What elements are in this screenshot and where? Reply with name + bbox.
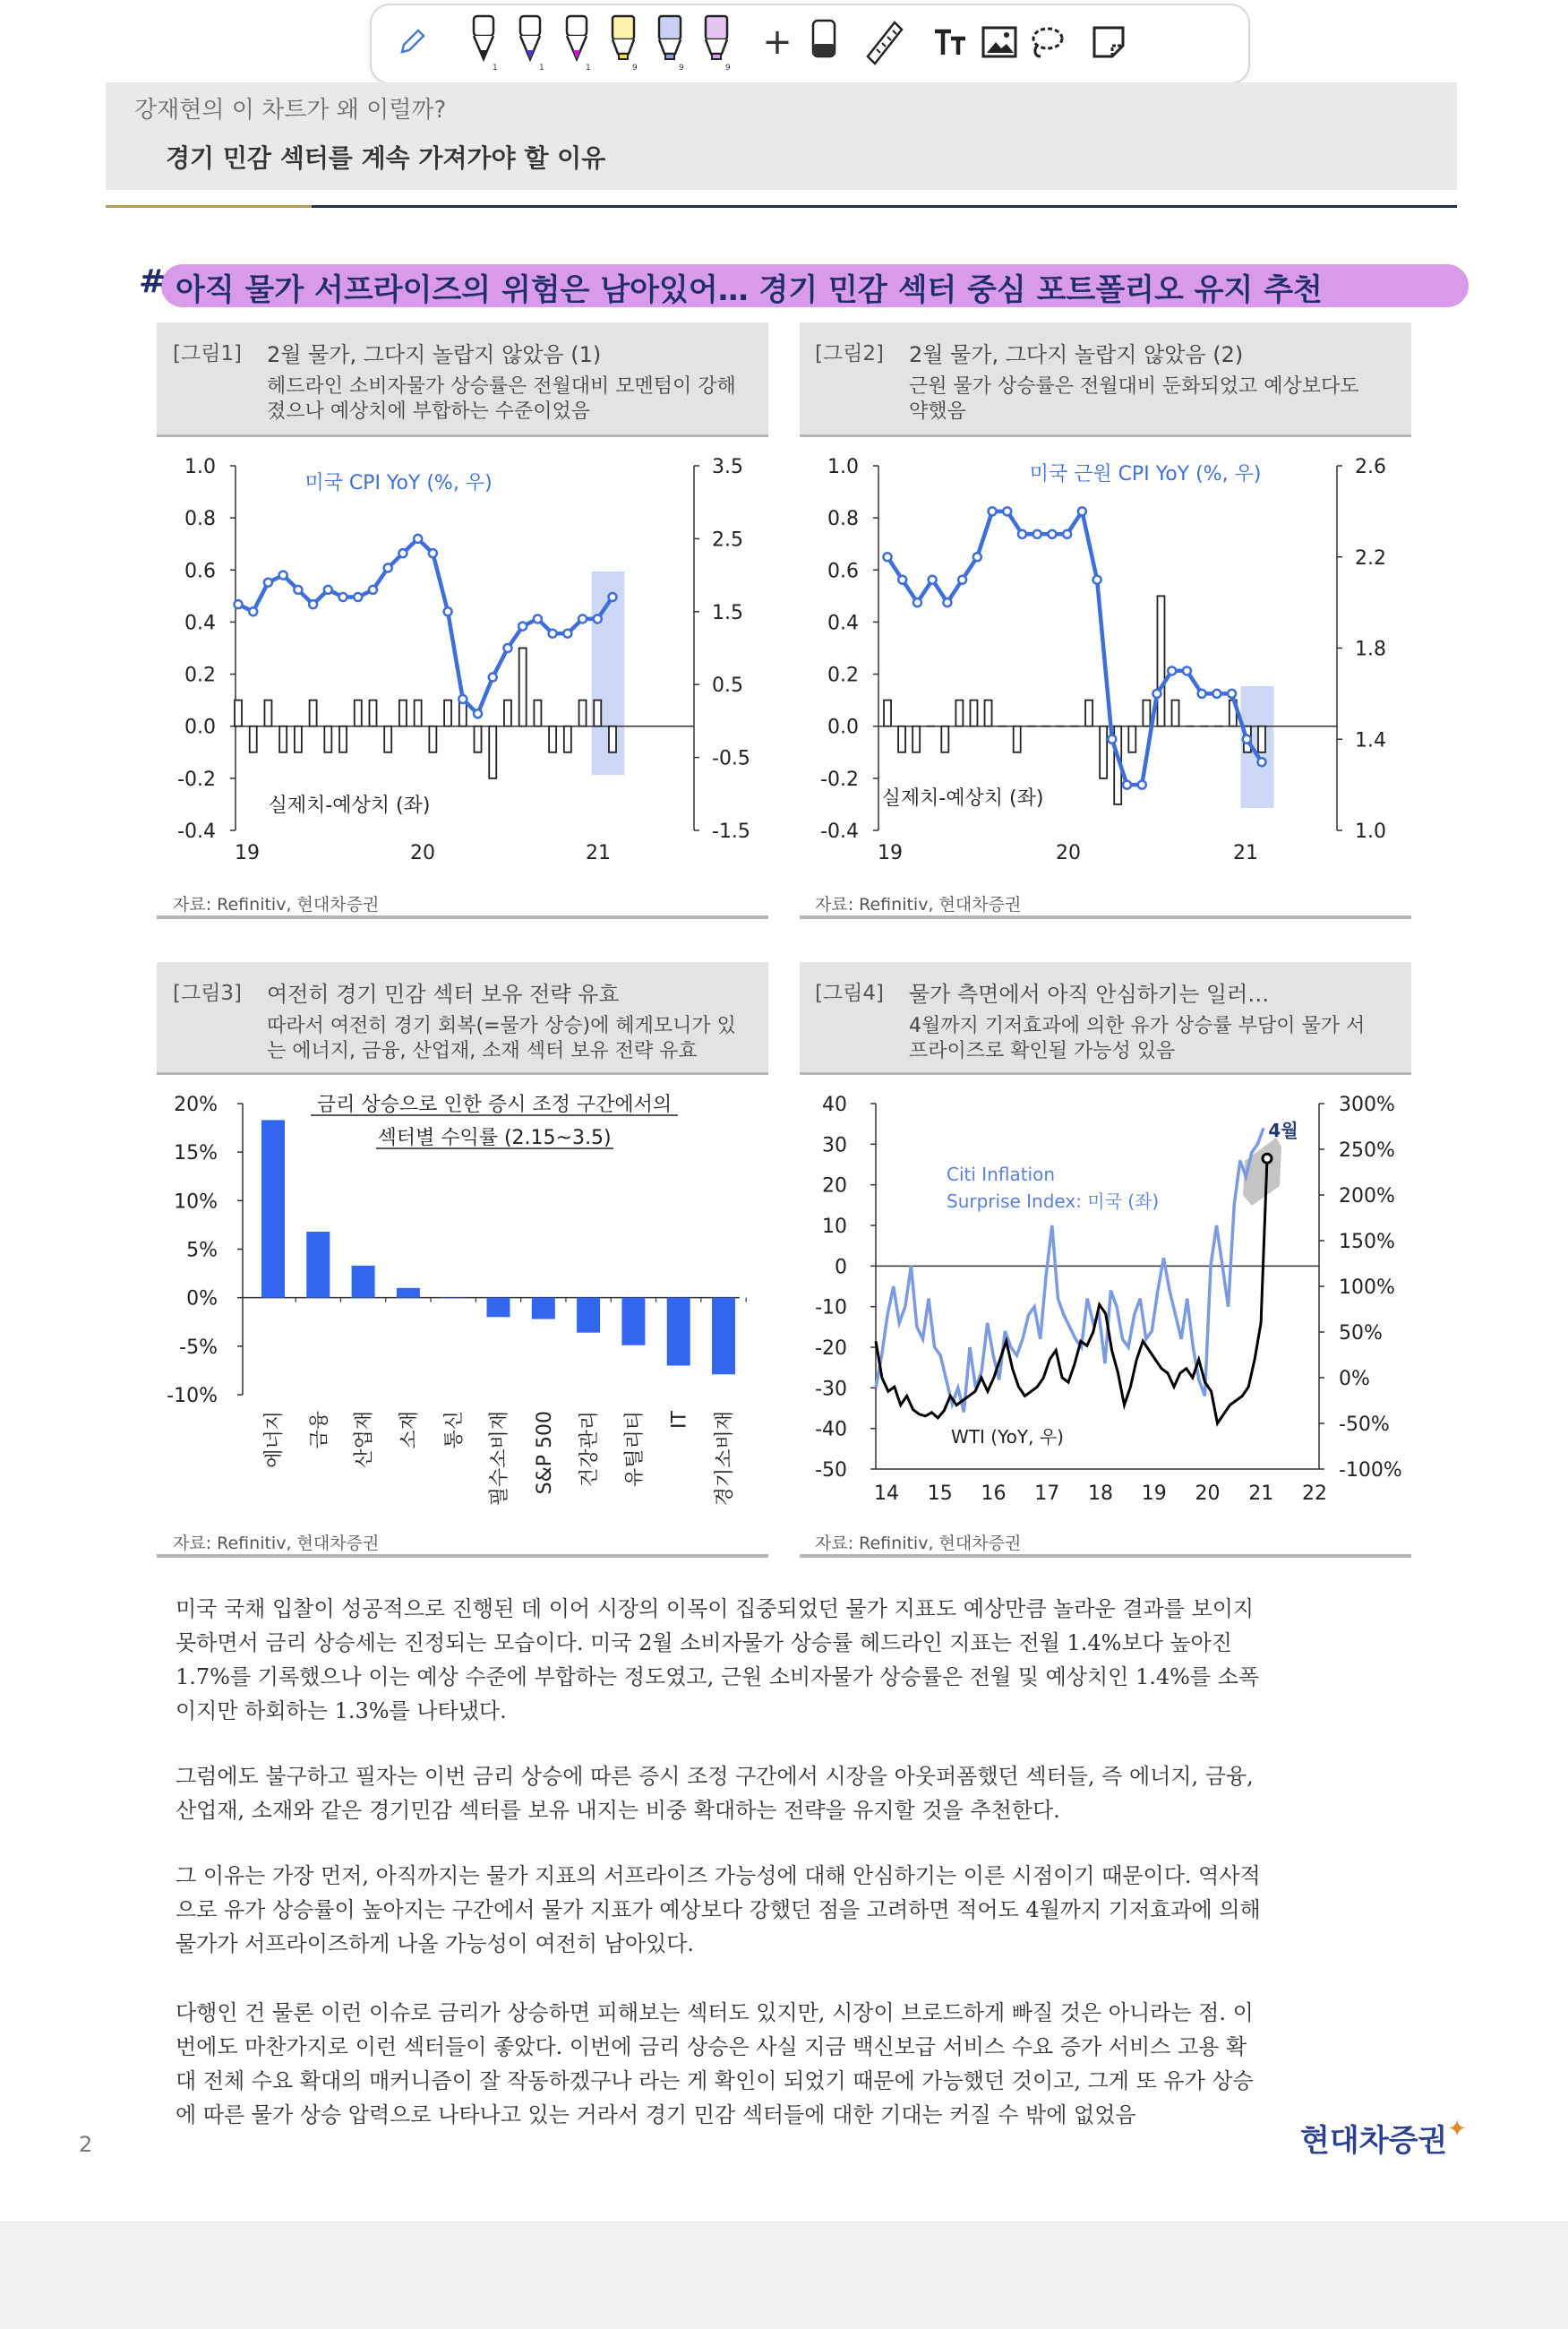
chart-core-cpi-yoy — [800, 439, 1411, 887]
chart-line-point — [958, 576, 966, 584]
chart-bar — [324, 726, 331, 752]
chart-line-point — [235, 600, 243, 608]
chart-line-point — [594, 614, 602, 623]
chart-right-tick-label: 2.2 — [1355, 547, 1386, 570]
chart-bar — [941, 726, 948, 752]
chart-3-bar — [397, 1288, 420, 1298]
chart-4-right-tick-label: 0% — [1339, 1368, 1370, 1390]
chart-bar — [1128, 726, 1135, 752]
chart-line-point — [414, 535, 422, 543]
chart-line-point — [458, 695, 467, 703]
chart-4-left-tick-label: 20 — [822, 1175, 847, 1198]
chart-4-x-tick-label: 17 — [1034, 1482, 1059, 1505]
chart-x-tick-label: 20 — [410, 842, 435, 864]
chart-right-tick-label: -1.5 — [712, 821, 750, 843]
chart-line-point — [1033, 530, 1041, 538]
chart-line-point — [474, 709, 482, 718]
chart-bar — [1100, 726, 1107, 778]
chart-bar — [264, 700, 271, 726]
chart-3-category-label: 통신 — [443, 1411, 466, 1449]
chart-line-point — [1198, 690, 1206, 698]
chart-line-point — [339, 593, 347, 601]
chart-x-tick-label: 21 — [1233, 842, 1258, 864]
figure-4-description — [909, 1014, 1365, 1064]
chart-4-left-tick-label: -30 — [815, 1378, 847, 1400]
figure-2-desc-line: 약했음 — [909, 400, 1359, 425]
figure-1-number: [그림1] — [173, 337, 242, 366]
figure-3-source: 자료: Refinitiv, 현대차증권 — [173, 1530, 379, 1554]
chart-left-tick-label: 1.0 — [184, 456, 216, 478]
chart-bar — [489, 726, 496, 778]
chart-line-point — [913, 598, 921, 606]
figure-1-source-divider — [157, 915, 768, 919]
eraser-icon[interactable] — [801, 11, 846, 73]
figure-2-title: 2월 물가, 그다지 놀랍지 않았음 (2) — [909, 337, 1243, 368]
add-tool-button[interactable]: + — [755, 11, 800, 73]
chart-3-title-line: 섹터별 수익률 (2.15~3.5) — [377, 1127, 611, 1149]
paragraph-line: 그럼에도 불구하고 필자는 이번 금리 상승에 따른 증시 조정 구간에서 시장을 아웃퍼폼했던 섹터들, 즉 에너지, 금융, — [176, 1759, 1415, 1793]
chart-4-right-tick-label: -100% — [1339, 1459, 1402, 1482]
chart-left-tick-label: 1.0 — [827, 456, 859, 478]
chart-4-right-tick-label: 200% — [1339, 1185, 1395, 1207]
chart-line-point — [279, 572, 287, 580]
chart-left-tick-label: -0.2 — [820, 769, 859, 791]
chart-sector-returns — [157, 1075, 768, 1527]
chart-2-bar-label: 실제치-예상치 (좌) — [882, 787, 1044, 810]
paragraph-line: 물가가 서프라이즈하게 나올 가능성이 여전히 남아있다. — [176, 1927, 1415, 1961]
body-paragraph — [176, 1759, 1415, 1827]
chart-left-tick-label: 0.8 — [827, 508, 859, 530]
chart-line-point — [563, 630, 571, 638]
chart-bar — [1258, 726, 1265, 752]
chart-4-left-tick-label: -20 — [815, 1337, 847, 1360]
pen-black-icon[interactable] — [461, 11, 506, 73]
chart-1-cpi-line — [238, 538, 613, 713]
chart-right-tick-label: 3.5 — [712, 456, 743, 478]
chart-3-bar — [667, 1298, 690, 1366]
chart-4-right-tick-label: 250% — [1339, 1139, 1395, 1162]
chart-3-category-label: 금융 — [308, 1411, 330, 1449]
chart-bar — [355, 700, 362, 726]
chart-inflation-surprise-wti — [800, 1075, 1411, 1527]
chart-4-left-tick-label: -10 — [815, 1297, 847, 1319]
chart-bar — [549, 726, 556, 752]
chart-bar — [534, 700, 541, 726]
report-title: 경기 민감 섹터를 계속 가져가야 할 이유 — [166, 139, 605, 175]
chart-4-last-point — [1263, 1154, 1272, 1163]
chart-line-point — [1078, 507, 1086, 515]
chart-line-point — [1243, 735, 1251, 743]
chart-3-category-label: S&P 500 — [534, 1411, 556, 1494]
chart-2-line-label: 미국 근원 CPI YoY (%, 우) — [1030, 463, 1262, 486]
section-heading-hash: # — [139, 263, 166, 300]
shape-tool-icon[interactable] — [1086, 11, 1131, 73]
page-number: 2 — [79, 2132, 92, 2157]
figure-1-desc-line: 헤드라인 소비자물가 상승률은 전월대비 모멘텀이 강해 — [267, 374, 736, 400]
chart-line-point — [384, 563, 392, 572]
figure-4-desc-line: 4월까지 기저효과에 의한 유가 상승률 부담이 물가 서 — [909, 1014, 1365, 1039]
chart-line-point — [549, 630, 557, 638]
pen-size-label: 1 — [586, 64, 591, 72]
chart-3-title-line: 금리 상승으로 인한 증시 조정 구간에서의 — [317, 1094, 672, 1116]
chart-bar — [310, 700, 317, 726]
chart-cpi-yoy — [157, 439, 768, 887]
highlighter-pink-icon[interactable] — [694, 11, 739, 73]
figure-1-desc-line: 졌으나 예상치에 부합하는 수준이었음 — [267, 400, 736, 425]
chart-4-x-tick-label: 22 — [1302, 1482, 1327, 1505]
chart-4-x-tick-label: 14 — [874, 1482, 899, 1505]
chart-line-point — [534, 614, 542, 623]
chart-bar — [1172, 700, 1179, 726]
chart-line-point — [264, 579, 272, 587]
pen-size-label: 1 — [539, 64, 544, 72]
chart-4-right-tick-label: 150% — [1339, 1231, 1395, 1253]
chart-x-tick-label: 20 — [1056, 842, 1081, 864]
chart-bar — [250, 726, 257, 752]
figure-2-number: [그림2] — [815, 337, 884, 366]
chart-right-tick-label: 2.6 — [1355, 456, 1386, 478]
chart-3-bar — [621, 1298, 645, 1345]
chart-bar — [1143, 700, 1150, 726]
chart-left-tick-label: 0.2 — [184, 665, 216, 687]
chart-line-point — [1018, 530, 1026, 538]
chart-x-tick-label: 19 — [878, 842, 903, 864]
chart-3-bar — [487, 1298, 510, 1318]
chart-right-tick-label: 1.4 — [1355, 729, 1386, 752]
chart-4-left-tick-label: -40 — [815, 1419, 847, 1441]
chart-3-bar — [532, 1298, 555, 1319]
section-heading: 아직 물가 서프라이즈의 위험은 남아있어… 경기 민감 섹터 중심 포트폴리오 유지 추천 — [176, 265, 1323, 309]
chart-bar — [444, 700, 451, 726]
chart-left-tick-label: 0.0 — [827, 717, 859, 739]
paragraph-line: 에 따른 물가 상승 압력으로 나타나고 있는 거라서 경기 민감 섹터들에 대한 기대는 커질 수 밖에 없었음 — [176, 2098, 1415, 2132]
chart-bar — [1085, 700, 1092, 726]
chart-bar — [884, 700, 891, 726]
chart-4-left-tick-label: 30 — [822, 1134, 847, 1156]
chart-line-point — [444, 607, 452, 615]
lasso-tool-icon[interactable] — [1024, 11, 1068, 73]
figure-4-source-divider — [800, 1554, 1411, 1558]
pen-size-label: 9 — [632, 64, 638, 72]
chart-line-point — [1093, 576, 1101, 584]
chart-line-point — [1123, 781, 1131, 789]
chart-bar — [1014, 726, 1021, 752]
chart-3-category-label: IT — [669, 1410, 691, 1428]
paragraph-line: 미국 국채 입찰이 성공적으로 진행된 데 이어 시장의 이목이 집중되었던 물가 지표도 예상만큼 놀라운 결과를 보이지 — [176, 1592, 1415, 1626]
chart-4-right-tick-label: -50% — [1339, 1414, 1390, 1436]
chart-line-point — [294, 586, 302, 594]
chart-line-point — [1258, 758, 1266, 766]
chart-line-point — [1138, 781, 1146, 789]
chart-line-point — [1063, 530, 1071, 538]
chart-3-category-label: 에너지 — [263, 1411, 286, 1468]
figure-2-description — [909, 374, 1359, 425]
chart-4-left-tick-label: 40 — [822, 1094, 847, 1116]
chart-bar — [594, 700, 601, 726]
chart-left-tick-label: 0.8 — [184, 508, 216, 530]
report-series-title: 강재현의 이 차트가 왜 이럴까? — [134, 91, 446, 125]
figure-3-desc-line: 따라서 여전히 경기 회복(=물가 상승)에 헤게모니가 있 — [267, 1014, 736, 1039]
body-paragraph — [176, 1996, 1415, 2132]
chart-4-x-tick-label: 20 — [1195, 1482, 1221, 1505]
paragraph-line: 못하면서 금리 상승세는 진정되는 모습이다. 미국 2월 소비자물가 상승률 헤드라인 지표는 전월 1.4%보다 높아진 — [176, 1626, 1415, 1660]
chart-4-right-tick-label: 50% — [1339, 1322, 1383, 1345]
chart-3-y-tick-label: 20% — [174, 1094, 218, 1116]
figure-2-source-divider — [800, 915, 1411, 919]
pen-size-label: 9 — [725, 64, 731, 72]
figure-3-title: 여전히 경기 민감 섹터 보유 전략 유효 — [267, 976, 620, 1008]
paragraph-line: 산업재, 소재와 같은 경기민감 섹터를 보유 내지는 비중 확대하는 전략을 유지할 것을 추천한다. — [176, 1793, 1415, 1827]
chart-4-wti-label: WTI (YoY, 우) — [951, 1426, 1064, 1448]
chart-left-tick-label: -0.2 — [177, 769, 216, 791]
figure-3-number: [그림3] — [173, 976, 242, 1006]
chart-bar — [898, 726, 905, 752]
paragraph-line: 번에도 마찬가지로 이런 섹터들이 좋았다. 이번에 금리 상승은 사실 지금 백신보급 서비스 수요 증가 서비스 고용 확 — [176, 2030, 1415, 2064]
chart-1-bar-label: 실제치-예상치 (좌) — [269, 795, 431, 817]
chart-3-y-tick-label: -10% — [167, 1385, 218, 1407]
chart-right-tick-label: -0.5 — [712, 748, 750, 770]
chart-line-point — [973, 553, 981, 561]
chart-line-point — [249, 607, 257, 615]
header-divider-navy — [312, 205, 1457, 208]
paragraph-line: 으로 유가 상승률이 높아지는 구간에서 물가 지표가 예상보다 강했던 점을 고려하면 적어도 4월까지 기저효과에 의해 — [176, 1893, 1415, 1927]
chart-3-y-tick-label: -5% — [179, 1336, 218, 1359]
ruler-icon[interactable] — [862, 11, 907, 73]
paragraph-line: 그 이유는 가장 먼저, 아직까지는 물가 지표의 서프라이즈 가능성에 대해 안심하기는 이른 시점이기 때문이다. 역사적 — [176, 1859, 1415, 1893]
chart-4-citi-label: Citi Inflation — [947, 1164, 1055, 1185]
chart-left-tick-label: 0.2 — [827, 665, 859, 687]
chart-4-x-tick-label: 19 — [1142, 1482, 1167, 1505]
chart-line-point — [324, 586, 332, 594]
highlighter-blue-icon[interactable] — [647, 11, 692, 73]
chart-3-bar — [352, 1266, 375, 1298]
chart-3-category-label: 경기소비재 — [714, 1411, 736, 1506]
chart-line-point — [1048, 530, 1056, 538]
chart-line-point — [1108, 735, 1116, 743]
chart-line-point — [503, 644, 511, 652]
figure-4-source: 자료: Refinitiv, 현대차증권 — [815, 1530, 1021, 1554]
chart-bar — [415, 700, 422, 726]
chart-line-point — [578, 614, 587, 623]
chart-3-category-label: 건강관리 — [578, 1411, 601, 1487]
chart-line-point — [898, 576, 906, 584]
pen-magenta-icon[interactable] — [554, 11, 599, 73]
chart-left-tick-label: -0.4 — [177, 821, 216, 843]
chart-bar — [295, 726, 302, 752]
chart-3-category-label: 유틸리티 — [623, 1411, 646, 1487]
logo-mark-icon: ✦ — [1447, 2116, 1467, 2143]
chart-4-citi-label: Surprise Index: 미국 (좌) — [947, 1190, 1159, 1212]
figure-1-description — [267, 374, 736, 425]
chart-4-x-tick-label: 21 — [1248, 1482, 1273, 1505]
body-paragraph — [176, 1859, 1415, 1961]
chart-4-annotation: 4월 — [1268, 1120, 1298, 1141]
pencil-tool-icon[interactable] — [390, 11, 434, 73]
chart-bar — [384, 726, 391, 752]
chart-3-category-label: 소재 — [398, 1411, 421, 1449]
chart-left-tick-label: 0.4 — [184, 612, 216, 634]
chart-4-citi-line — [876, 1128, 1264, 1412]
chart-line-point — [518, 623, 527, 631]
chart-right-tick-label: 1.5 — [712, 602, 743, 624]
chart-line-point — [929, 576, 937, 584]
chart-left-tick-label: 0.0 — [184, 717, 216, 739]
chart-right-tick-label: 0.5 — [712, 675, 743, 697]
paragraph-line: 이지만 하회하는 1.3%를 나타냈다. — [176, 1694, 1415, 1728]
paragraph-line: 대 전체 수요 확대의 매커니즘이 잘 작동하겠구나 라는 게 확인이 되었기 때문에 가능했던 것이고, 그게 또 유가 상승 — [176, 2064, 1415, 2098]
chart-x-tick-label: 21 — [586, 842, 611, 864]
chart-bar — [970, 700, 977, 726]
chart-right-tick-label: 1.8 — [1355, 639, 1386, 661]
chart-4-x-tick-label: 18 — [1088, 1482, 1113, 1505]
chart-3-bar — [441, 1298, 465, 1299]
text-tool-icon[interactable] — [929, 11, 973, 73]
chart-3-y-tick-label: 15% — [174, 1142, 218, 1164]
chart-4-x-tick-label: 15 — [928, 1482, 953, 1505]
chart-bar — [504, 700, 511, 726]
chart-right-tick-label: 1.0 — [1355, 821, 1386, 843]
chart-bar — [429, 726, 436, 752]
chart-3-category-label: 필수소비재 — [489, 1411, 511, 1506]
chart-line-point — [1212, 690, 1221, 698]
figure-4-desc-line: 프라이즈로 확인될 가능성 있음 — [909, 1039, 1365, 1064]
chart-right-tick-label: 2.5 — [712, 529, 743, 551]
chart-line-point — [1183, 666, 1191, 675]
annotation-toolbar — [370, 4, 1250, 84]
chart-4-left-tick-label: -50 — [815, 1459, 847, 1482]
chart-bar — [399, 700, 407, 726]
chart-bar — [519, 649, 527, 726]
chart-line-point — [943, 598, 951, 606]
chart-x-tick-label: 19 — [235, 842, 260, 864]
chart-line-point — [1152, 690, 1161, 698]
chart-left-tick-label: 0.6 — [827, 560, 859, 582]
viewer-footer-bar — [0, 2222, 1568, 2329]
chart-bar — [339, 726, 347, 752]
pen-size-label: 1 — [493, 64, 498, 72]
body-paragraph — [176, 1592, 1415, 1728]
chart-3-bar — [261, 1120, 285, 1297]
chart-4-left-tick-label: 0 — [835, 1256, 847, 1278]
paragraph-line: 1.7%를 기록했으나 이는 예상 수준에 부합하는 정도였고, 근원 소비자물가 상승률은 전월 및 예상치인 1.4%를 소폭 — [176, 1660, 1415, 1694]
company-logo — [1300, 2116, 1467, 2160]
chart-line-point — [398, 549, 407, 557]
chart-bar — [1157, 596, 1164, 726]
pen-purple-icon[interactable] — [508, 11, 553, 73]
chart-left-tick-label: 0.6 — [184, 560, 216, 582]
chart-bar — [475, 726, 482, 752]
chart-line-point — [989, 507, 997, 515]
chart-left-tick-label: -0.4 — [820, 821, 859, 843]
chart-3-y-tick-label: 5% — [186, 1240, 218, 1262]
chart-line-point — [609, 593, 617, 601]
chart-3-y-tick-label: 0% — [186, 1288, 218, 1311]
chart-3-y-tick-label: 10% — [174, 1190, 218, 1213]
chart-1-line-label: 미국 CPI YoY (%, 우) — [304, 472, 492, 494]
chart-line-point — [884, 553, 892, 561]
chart-4-right-tick-label: 100% — [1339, 1276, 1395, 1299]
chart-bar — [235, 700, 242, 726]
chart-3-bar — [306, 1232, 330, 1298]
chart-4-right-tick-label: 300% — [1339, 1094, 1395, 1116]
highlighter-yellow-icon[interactable] — [601, 11, 646, 73]
chart-line-point — [1168, 666, 1176, 675]
chart-bar — [985, 700, 992, 726]
chart-4-left-tick-label: 10 — [822, 1216, 847, 1238]
chart-3-category-label: 산업재 — [354, 1411, 376, 1468]
chart-4-x-tick-label: 16 — [981, 1482, 1007, 1505]
company-logo-text: 현대차증권 — [1300, 2123, 1447, 2159]
chart-bar — [564, 726, 571, 752]
chart-bar — [913, 726, 920, 752]
chart-bar — [369, 700, 376, 726]
figure-4-title: 물가 측면에서 아직 안심하기는 일러… — [909, 976, 1269, 1008]
figure-3-desc-line: 는 에너지, 금융, 산업재, 소재 섹터 보유 전략 유효 — [267, 1039, 736, 1064]
chart-line-point — [429, 549, 437, 557]
figure-1-source: 자료: Refinitiv, 현대차증권 — [173, 891, 379, 915]
chart-line-point — [1228, 690, 1236, 698]
chart-line-point — [369, 586, 377, 594]
figure-4-number: [그림4] — [815, 976, 884, 1006]
figure-3-source-divider — [157, 1554, 768, 1558]
figure-1-title: 2월 물가, 그다지 놀랍지 않았음 (1) — [267, 337, 601, 368]
chart-line-point — [354, 593, 362, 601]
figure-3-description — [267, 1014, 736, 1064]
chart-left-tick-label: 0.4 — [827, 612, 859, 634]
chart-line-point — [1003, 507, 1011, 515]
figure-2-desc-line: 근원 물가 상승률은 전월대비 둔화되었고 예상보다도 — [909, 374, 1359, 400]
figure-2-source: 자료: Refinitiv, 현대차증권 — [815, 891, 1021, 915]
chart-line-point — [489, 674, 497, 682]
chart-bar — [955, 700, 963, 726]
chart-bar — [609, 726, 616, 752]
image-tool-icon[interactable] — [977, 11, 1022, 73]
chart-line-point — [309, 600, 317, 608]
chart-bar — [579, 700, 587, 726]
pen-size-label: 9 — [679, 64, 684, 72]
paragraph-line: 다행인 건 물론 이런 이슈로 금리가 상승하면 피해보는 섹터도 있지만, 시장이 브로드하게 빠질 것은 아니라는 점. 이 — [176, 1996, 1415, 2030]
header-divider-gold — [106, 205, 312, 208]
chart-bar — [279, 726, 287, 752]
chart-3-bar — [712, 1298, 735, 1375]
chart-3-bar — [577, 1298, 600, 1333]
